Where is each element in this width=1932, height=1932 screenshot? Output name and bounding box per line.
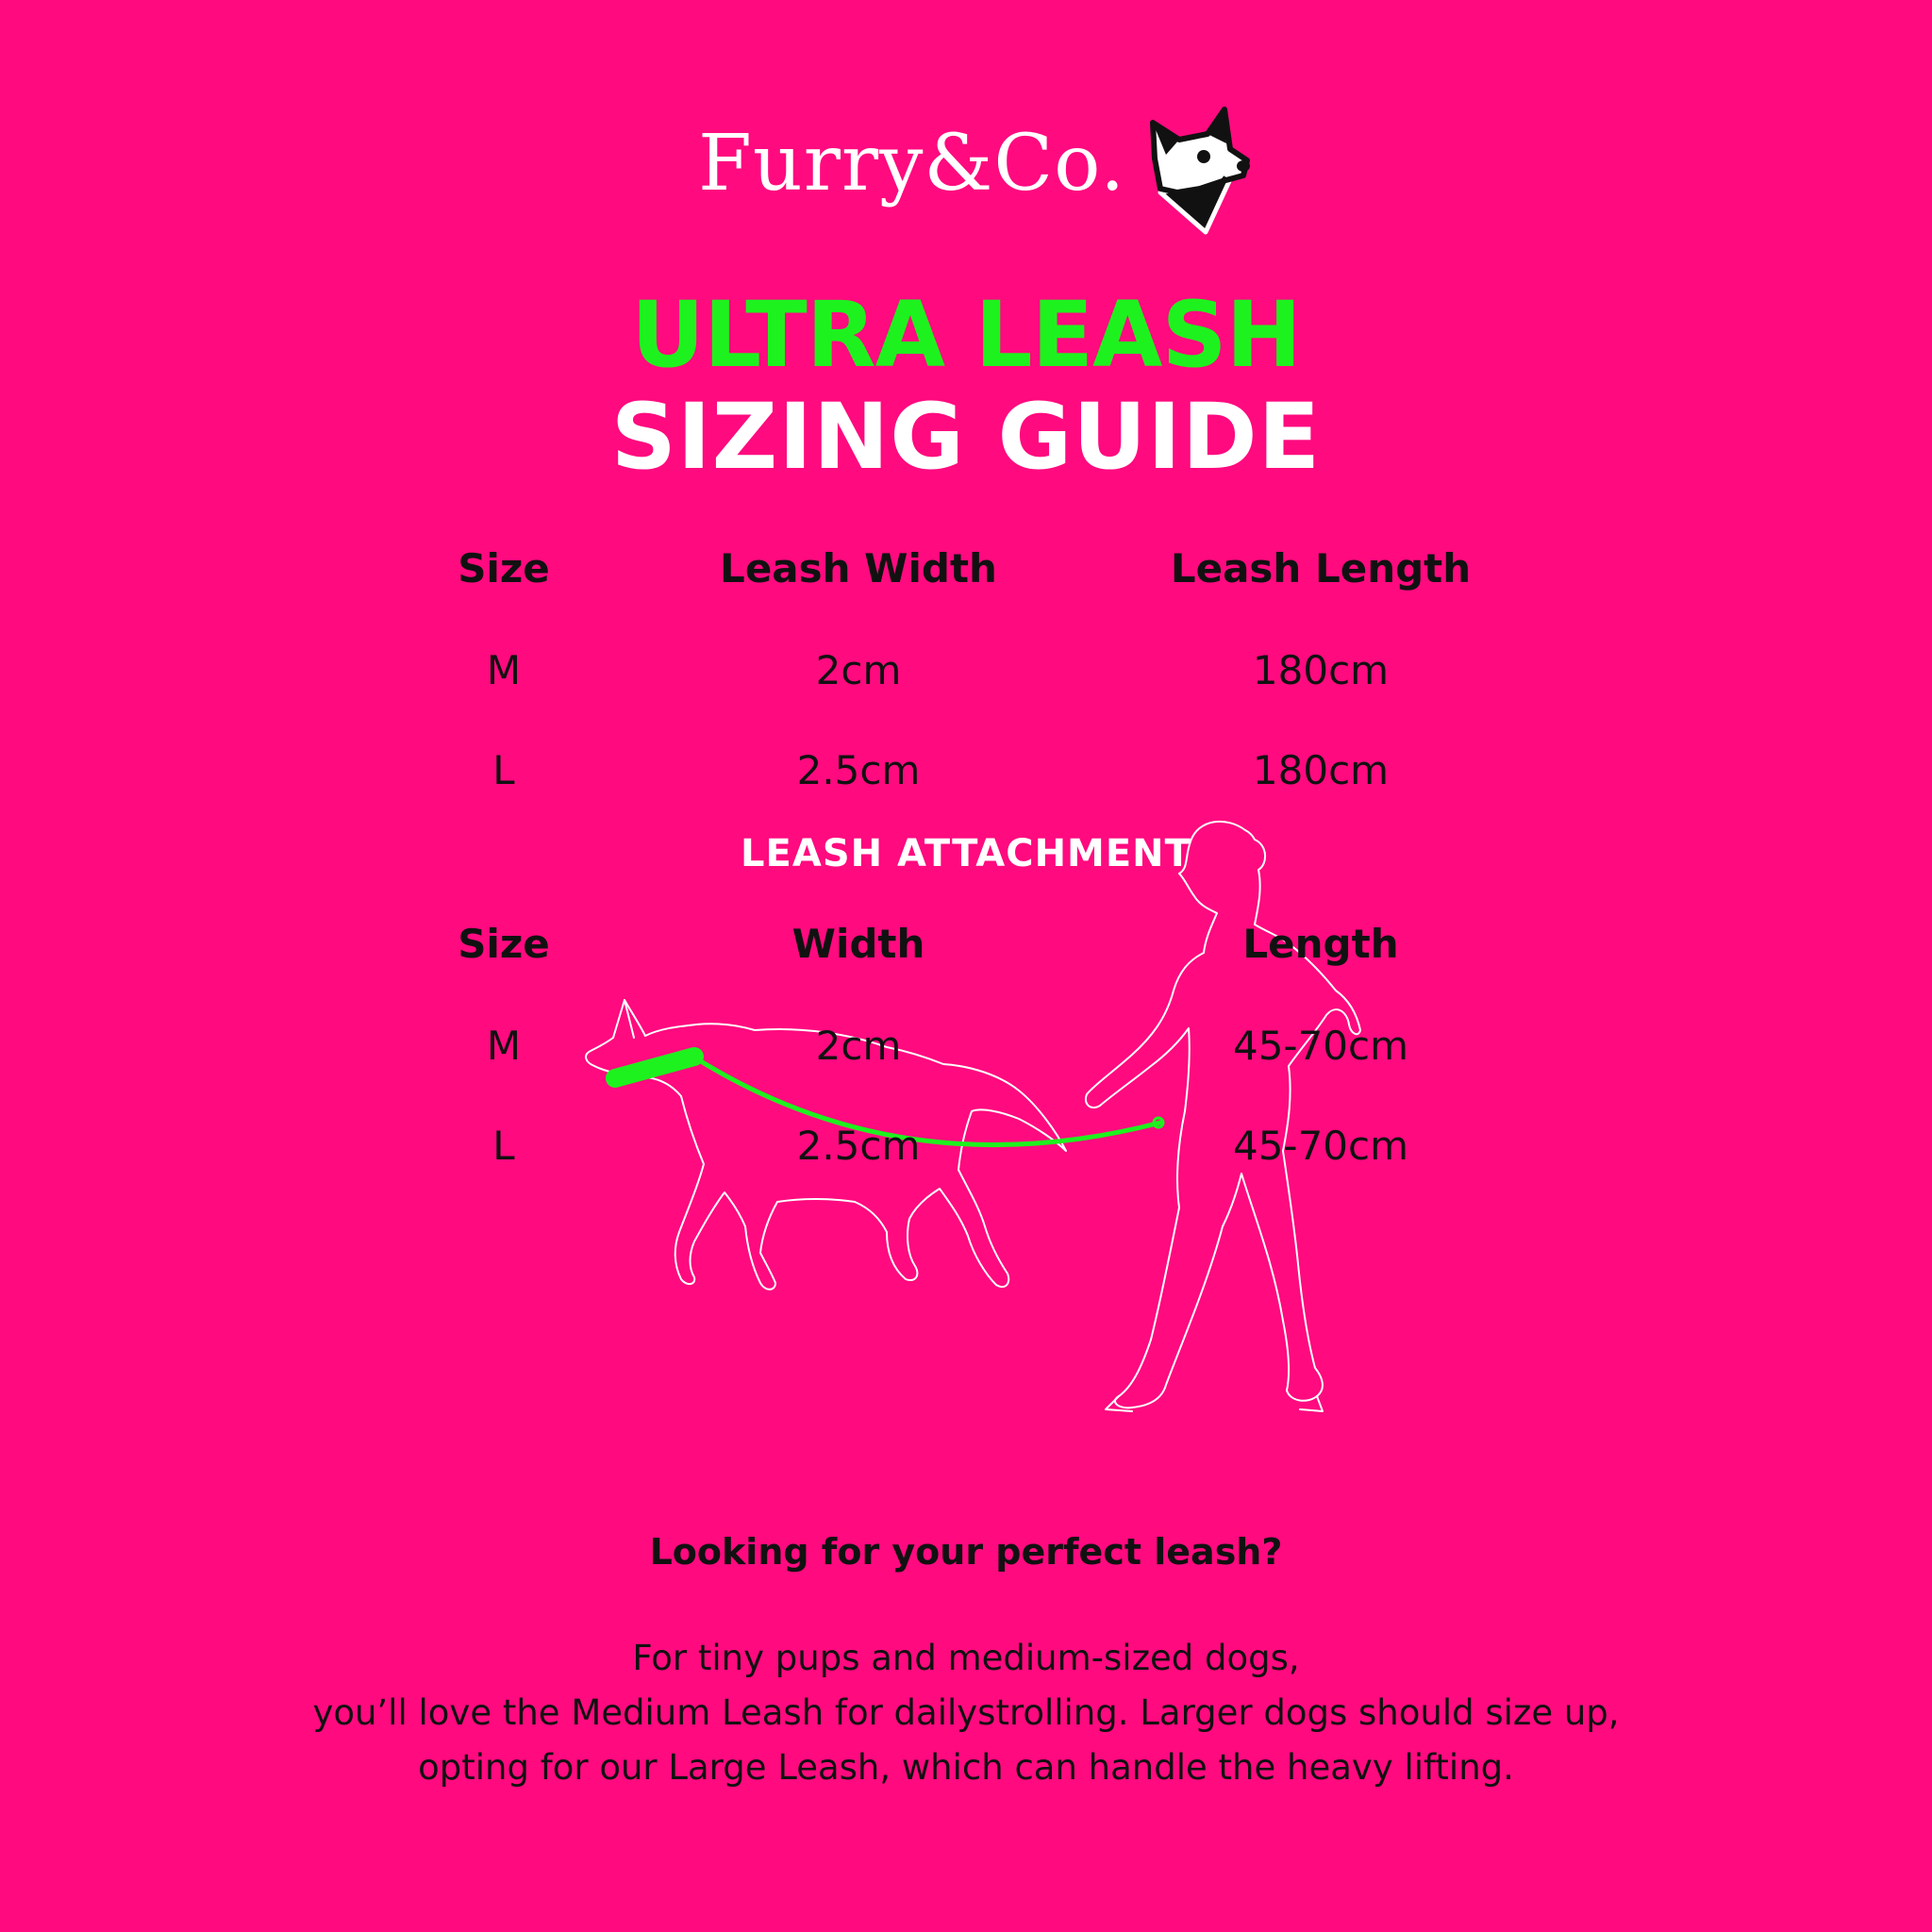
leash-table-header-width: Leash Width xyxy=(720,545,997,591)
leash-table-header-length: Leash Length xyxy=(1170,545,1472,591)
cta-heading: Looking for your perfect leash? xyxy=(649,1531,1283,1573)
leash-table-cell: 2.5cm xyxy=(796,747,921,793)
attachment-header-width: Width xyxy=(791,921,925,967)
attachment-header-size: Size xyxy=(458,921,550,967)
brand-name: Furry&Co. xyxy=(698,119,1126,208)
attachment-title: LEASH ATTACHMENT xyxy=(741,832,1191,875)
dog-head-icon xyxy=(1132,102,1264,243)
leash-table-cell: 2cm xyxy=(815,647,902,693)
attachment-cell: 2cm xyxy=(815,1023,902,1069)
leash-table-cell: 180cm xyxy=(1252,647,1390,693)
leash-table-cell: 180cm xyxy=(1252,747,1390,793)
brand-logo xyxy=(698,102,1245,243)
description-line: opting for our Large Leash, which can handle the heavy lifting. xyxy=(418,1747,1514,1788)
leash-table-cell: L xyxy=(492,747,515,793)
attachment-cell: 2.5cm xyxy=(796,1123,921,1169)
woman-outline xyxy=(1086,822,1360,1407)
attachment-cell: L xyxy=(492,1123,515,1169)
attachment-cell: 45-70cm xyxy=(1232,1123,1409,1169)
description-line: For tiny pups and medium-sized dogs, xyxy=(632,1638,1300,1678)
guide-title: SIZING GUIDE xyxy=(610,384,1322,490)
attachment-header-length: Length xyxy=(1242,921,1399,967)
product-title: ULTRA LEASH xyxy=(631,282,1301,388)
leash-table-cell: M xyxy=(486,647,522,693)
attachment-cell: 45-70cm xyxy=(1232,1023,1409,1069)
attachment-cell: M xyxy=(486,1023,522,1069)
description-line: you’ll love the Medium Leash for dailystrolling. Larger dogs should size up, xyxy=(312,1692,1620,1733)
leash-table-header-size: Size xyxy=(458,545,550,591)
